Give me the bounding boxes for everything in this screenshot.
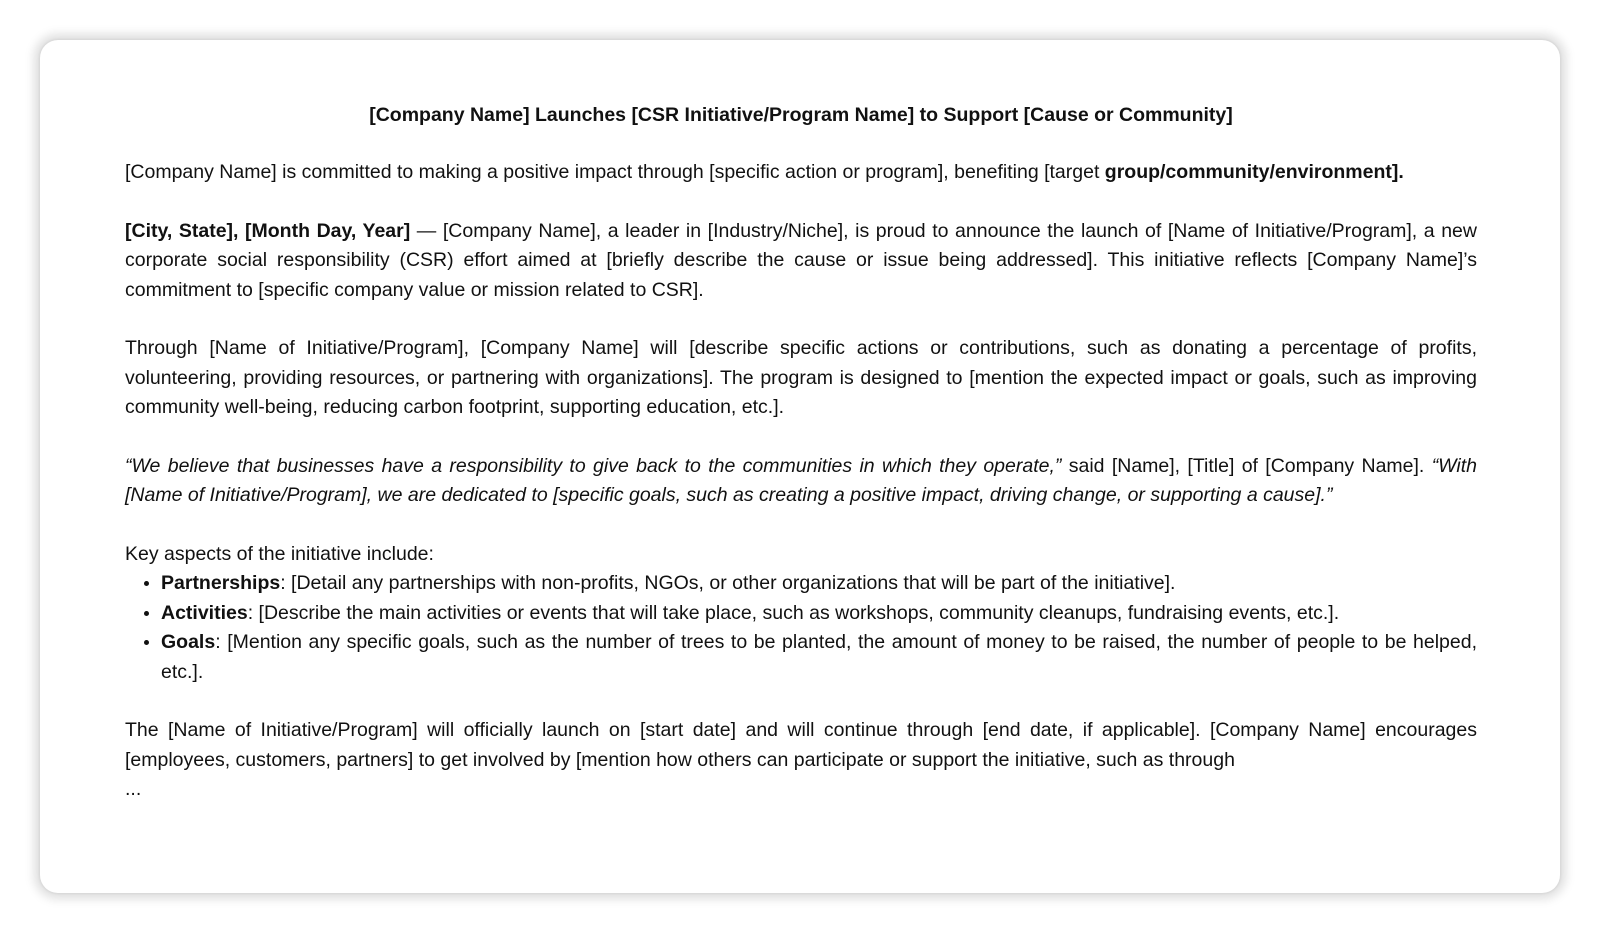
quote-part-1: “We believe that businesses have a responsibility to give back to the communities in which they operate,” [125,454,1062,477]
list-item [161,628,1477,687]
aspect-text-goals: : [Mention any specific goals, such as the number of trees to be planted, the amount of money to be raised, the number of people to be helped, etc.]. [161,631,1477,683]
quote-part-2: “With [Name of Initiative/Program], we are dedicated to [specific goals, such as creating a positive impact, driving change, or supporting a cause].” [125,454,1478,506]
document-body [125,100,1477,805]
subhead-paragraph [125,158,1477,188]
subhead-bold-text: group/community/environment]. [1104,161,1404,183]
dateline: [City, State], [Month Day, Year] [125,219,411,242]
aspect-label-goals: Goals [161,631,216,653]
aspect-label-partnerships: Partnerships [161,572,281,594]
document-card [40,40,1560,893]
aspect-text-activities: : [Describe the main activities or events that will take place, such as workshops, community cleanups, fundraising events, etc.]. [247,601,1340,624]
launch-paragraph: The [Name of Initiative/Program] will officially launch on [start date] and will continue through [end date, if applicable]. [Company Name] encourages [employees, customers, partners] to get involved by [mention how others can participate or support the initiative, such as through [125,719,1477,771]
quote-paragraph [125,452,1477,511]
truncation-ellipsis: ... [125,778,142,800]
aspect-label-activities: Activities [161,601,248,624]
aspect-text-partnerships: : [Detail any partnerships with non-profits, NGOs, or other organizations that will be part of the initiative]. [280,572,1176,594]
key-aspects-lead: Key aspects of the initiative include: [125,542,434,565]
list-item [161,599,1477,629]
quote-attribution: said [Name], [Title] of [Company Name]. [1061,454,1432,477]
dateline-paragraph [125,217,1477,306]
list-item [161,569,1477,599]
key-aspects-list [125,569,1477,687]
dateline-body: — [Company Name], a leader in [Industry/Niche], is proud to announce the launch of [Name of Initiative/Program], a new corporate social responsibility (CSR) effort aimed at [briefly describe the cause or issue being addressed]. This initiative reflects [Company Name]’s commitment to [specific company value or mission related to CSR]. [125,219,1477,301]
subhead-text: [Company Name] is committed to making a positive impact through [specific action or program], benefiting [target [125,161,1105,183]
through-paragraph: Through [Name of Initiative/Program], [Company Name] will [describe specific actions or contributions, such as donating a percentage of profits, volunteering, providing resources, or partnering with organizations]. The program is designed to [mention the expected impact or goals, such as improving community well-being, reducing carbon footprint, supporting education, etc.]. [125,337,1477,418]
press-release-title: [Company Name] Launches [CSR Initiative/Program Name] to Support [Cause or Community] [369,104,1233,126]
